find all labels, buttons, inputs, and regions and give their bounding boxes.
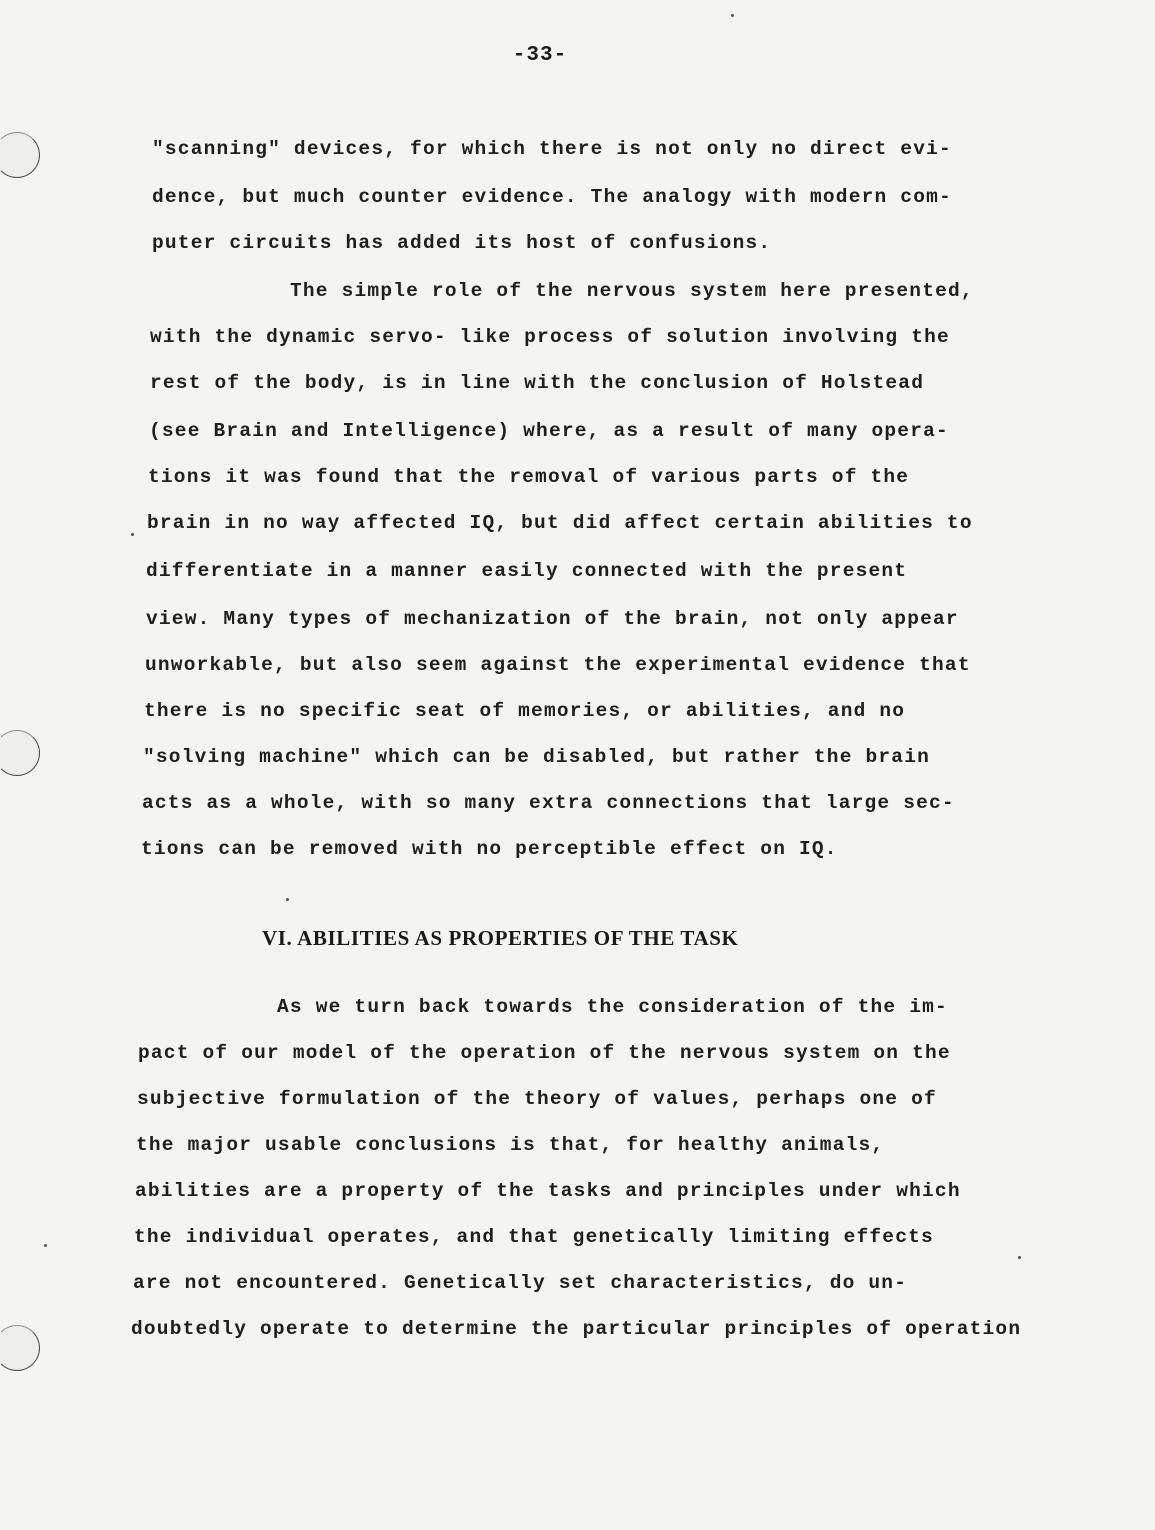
body-line: dence, but much counter evidence. The analogy with modern com- — [152, 186, 952, 208]
body-line: tions it was found that the removal of various parts of the — [148, 466, 910, 488]
section-heading: VI. ABILITIES AS PROPERTIES OF THE TASK — [262, 926, 739, 950]
paper-speck — [44, 1244, 47, 1247]
body-line: unworkable, but also seem against the experimental evidence that — [145, 654, 971, 676]
punch-hole-top — [0, 132, 40, 178]
body-line: "solving machine" which can be disabled, but rather the brain — [143, 746, 931, 768]
body-line: brain in no way affected IQ, but did affect certain abilities to — [147, 512, 973, 534]
body-line: tions can be removed with no perceptible effect on IQ. — [141, 838, 838, 860]
body-line: As we turn back towards the consideration of the im- — [277, 996, 948, 1018]
body-line: acts as a whole, with so many extra connections that large sec- — [142, 792, 955, 814]
body-line: pact of our model of the operation of the nervous system on the — [138, 1042, 951, 1064]
body-line: rest of the body, is in line with the conclusion of Holstead — [150, 372, 925, 394]
body-line: abilities are a property of the tasks and principles under which — [135, 1180, 961, 1202]
body-line: are not encountered. Genetically set characteristics, do un- — [133, 1272, 908, 1294]
body-line: doubtedly operate to determine the particular principles of operation — [131, 1318, 1022, 1340]
punch-hole-middle — [0, 730, 40, 776]
body-line: (see Brain and Intelligence) where, as a result of many opera- — [149, 420, 949, 442]
paper-speck — [131, 533, 134, 536]
body-line: subjective formulation of the theory of values, perhaps one of — [137, 1088, 937, 1110]
body-line: with the dynamic servo- like process of solution involving the — [150, 326, 950, 348]
page-number: -33- — [512, 44, 568, 67]
paper-speck — [731, 14, 734, 17]
body-line: the major usable conclusions is that, for healthy animals, — [136, 1134, 885, 1156]
body-line: the individual operates, and that genetically limiting effects — [134, 1226, 934, 1248]
paper-speck — [286, 898, 289, 901]
body-line: "scanning" devices, for which there is not only no direct evi- — [152, 138, 952, 160]
body-line: puter circuits has added its host of confusions. — [152, 232, 772, 254]
body-line: view. Many types of mechanization of the brain, not only appear — [146, 608, 959, 630]
body-line: there is no specific seat of memories, or abilities, and no — [144, 700, 906, 722]
body-line: differentiate in a manner easily connected with the present — [146, 560, 908, 582]
body-line: The simple role of the nervous system here presented, — [290, 280, 974, 302]
paper-speck — [1018, 1256, 1021, 1259]
punch-hole-bottom — [0, 1325, 40, 1371]
